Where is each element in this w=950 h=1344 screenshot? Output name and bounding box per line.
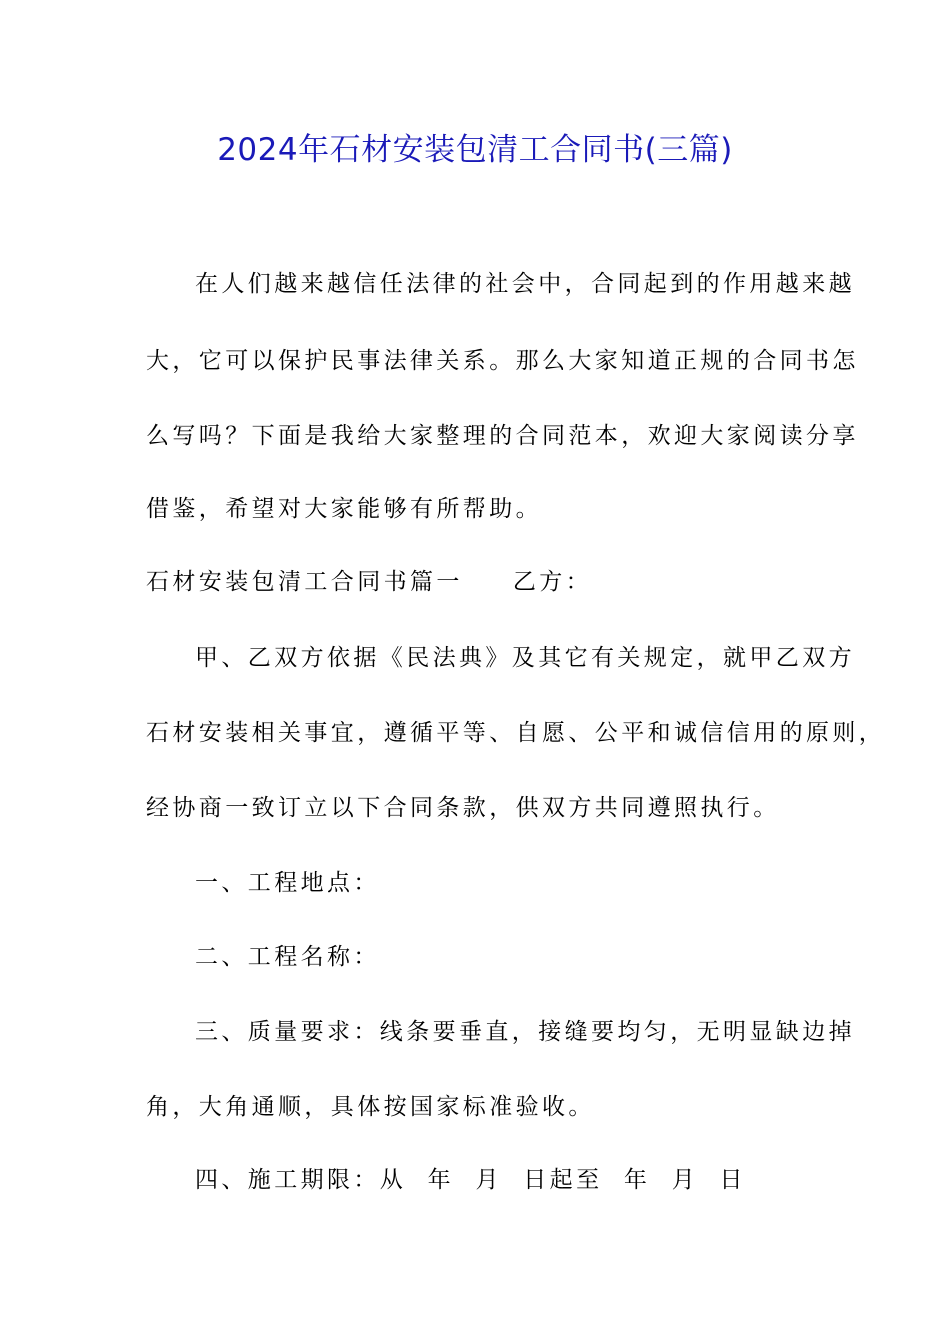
intro-line-3: 么写吗？下面是我给大家整理的合同范本，欢迎大家阅读分享 bbox=[146, 423, 859, 449]
body-line-2: 石材安装相关事宜，遵循平等、自愿、公平和诚信信用的原则， bbox=[146, 720, 886, 746]
clause-quality-line-1: 三、质量要求：线条要垂直，接缝要均匀，无明显缺边掉 bbox=[195, 1019, 855, 1045]
section-heading: 石材安装包清工合同书篇一 bbox=[146, 569, 463, 595]
intro-line-1: 在人们越来越信任法律的社会中，合同起到的作用越来越 bbox=[195, 271, 855, 297]
body-line-3: 经协商一致订立以下合同条款，供双方共同遵照执行。 bbox=[146, 795, 780, 821]
document-title: 2024年石材安装包清工合同书(三篇) bbox=[217, 132, 733, 168]
body-line-1: 甲、乙双方依据《民法典》及其它有关规定，就甲乙双方 bbox=[195, 645, 855, 671]
section-heading-row bbox=[146, 566, 592, 598]
clause-period: 四、施工期限：从 年 月 日起至 年 月 日 bbox=[195, 1167, 746, 1193]
clause-quality-line-2: 角，大角通顺，具体按国家标准验收。 bbox=[146, 1094, 595, 1120]
clause-name: 二、工程名称： bbox=[195, 944, 380, 970]
clause-location: 一、工程地点： bbox=[195, 870, 380, 896]
party-b-label: 乙方： bbox=[512, 569, 593, 595]
intro-line-2: 大，它可以保护民事法律关系。那么大家知道正规的合同书怎 bbox=[146, 348, 859, 374]
intro-line-4: 借鉴，希望对大家能够有所帮助。 bbox=[146, 496, 542, 522]
